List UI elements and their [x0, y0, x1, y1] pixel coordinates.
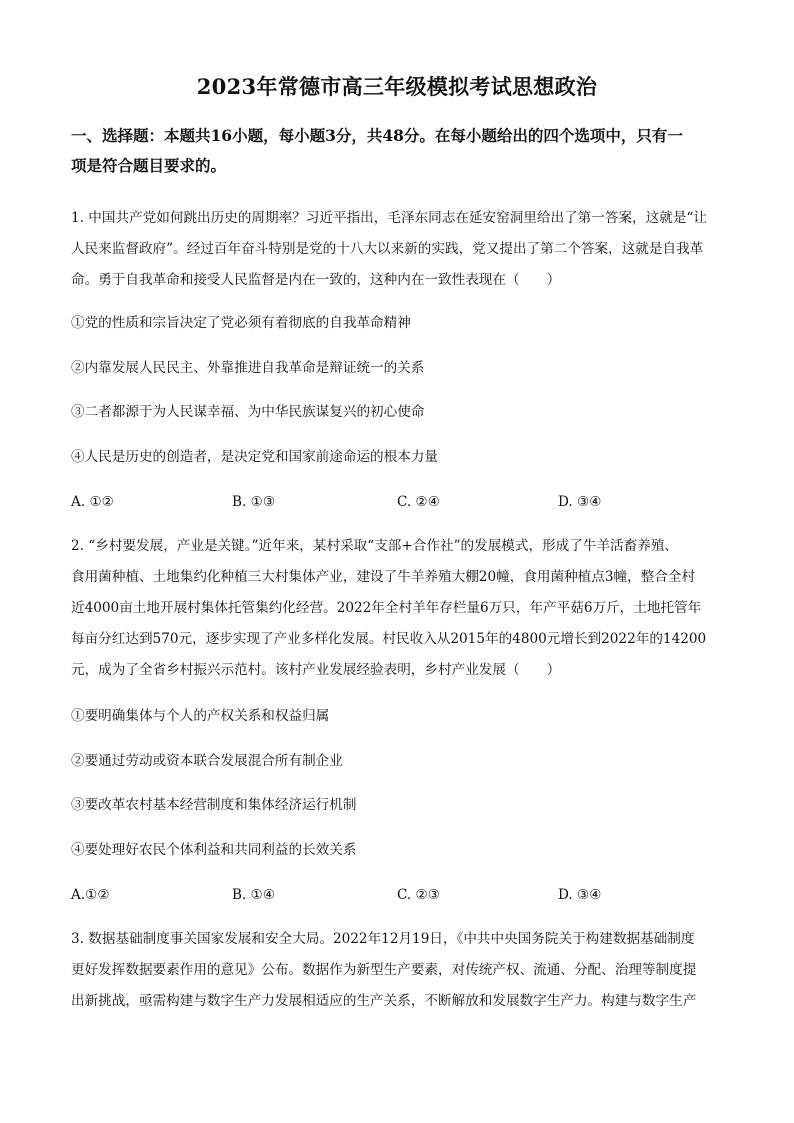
choice-b: B. ①④ [232, 887, 276, 903]
choice-d: D. ③④ [558, 887, 602, 903]
question-2-option-1: ①要明确集体与个人的产权关系和权益归属 [71, 708, 330, 724]
choice-d: D. ③④ [558, 494, 602, 510]
section-heading-line-2: 项是符合题目要求的。 [71, 156, 227, 175]
question-1-option-4: ④人民是历史的创造者，是决定党和国家前途命运的根本力量 [71, 449, 439, 465]
question-2-stem-line: 每亩分红达到570元，逐步实现了产业多样化发展。村民收入从2015年的4800元增长到2022年的14200 [71, 631, 707, 647]
question-3-stem-line: 更好发挥数据要素作用的意见》公布。数据作为新型生产要素，对传统产权、流通、分配、治理等制度提 [71, 962, 697, 978]
question-3-stem-line: 3. 数据基础制度事关国家发展和安全大局。2022年12月19日，《中共中央国务院关于构建数据基础制度 [71, 931, 695, 947]
question-3-stem-line: 出新挑战，亟需构建与数字生产力发展相适应的生产关系，不断解放和发展数字生产力。构建与数字生产 [71, 993, 697, 1009]
question-2-option-2: ②要通过劳动或资本联合发展混合所有制企业 [71, 753, 343, 769]
question-1-option-3: ③二者都源于为人民谋幸福、为中华民族谋复兴的初心使命 [71, 404, 425, 420]
question-1-stem [71, 203, 731, 296]
choice-b: B. ①③ [232, 494, 276, 510]
question-2-stem-line: 食用菌种植、土地集约化种植三大村集体产业，建设了牛羊养殖大棚20幢，食用菌种植点3幢，整合全村 [71, 569, 696, 585]
question-2-option-4: ④要处理好农民个体利益和共同利益的长效关系 [71, 842, 357, 858]
question-3-stem [71, 924, 731, 1017]
question-2-stem-line: 近4000亩土地开展村集体托管集约化经营。2022年全村羊年存栏量6万只，年产平菇6万斤，土地托管年 [71, 600, 702, 616]
question-2-stem-line: 元，成为了全省乡村振兴示范村。该村产业发展经验表明，乡村产业发展（ ） [71, 662, 561, 678]
question-1-stem-line: 1. 中国共产党如何跳出历史的周期率？习近平指出，毛泽东同志在延安窑洞里给出了第一答案，这就是“让 [71, 210, 707, 226]
section-heading [71, 121, 731, 181]
choice-c: C. ②③ [397, 887, 440, 903]
question-2-option-3: ③要改革农村基本经营制度和集体经济运行机制 [71, 797, 357, 813]
question-1-stem-line: 命。勇于自我革命和接受人民监督是内在一致的，这种内在一致性表现在（ ） [71, 272, 561, 288]
question-1-stem-line: 人民来监督政府”。经过百年奋斗特别是党的十八大以来新的实践，党又提出了第二个答案，这就是自我革 [71, 241, 704, 257]
question-2-choices [71, 885, 731, 905]
document-title: 2023年常德市高三年级模拟考试思想政治 [196, 74, 598, 99]
choice-a: A. ①② [71, 494, 114, 510]
question-2-stem [71, 531, 731, 686]
section-heading-line-1: 一、选择题：本题共16小题，每小题3分，共48分。在每小题给出的四个选项中，只有一 [71, 126, 683, 145]
question-1-choices [71, 492, 731, 512]
question-2-stem-line: 2. “乡村要发展，产业是关键。”近年来，某村采取“支部+合作社”的发展模式，形成了牛羊活畜养殖、 [71, 538, 679, 554]
question-1-option-2: ②内靠发展人民民主、外靠推进自我革命是辩证统一的关系 [71, 360, 425, 376]
choice-a: A.①② [71, 887, 110, 903]
choice-c: C. ②④ [397, 494, 440, 510]
question-1-option-1: ①党的性质和宗旨决定了党必须有着彻底的自我革命精神 [71, 315, 411, 331]
